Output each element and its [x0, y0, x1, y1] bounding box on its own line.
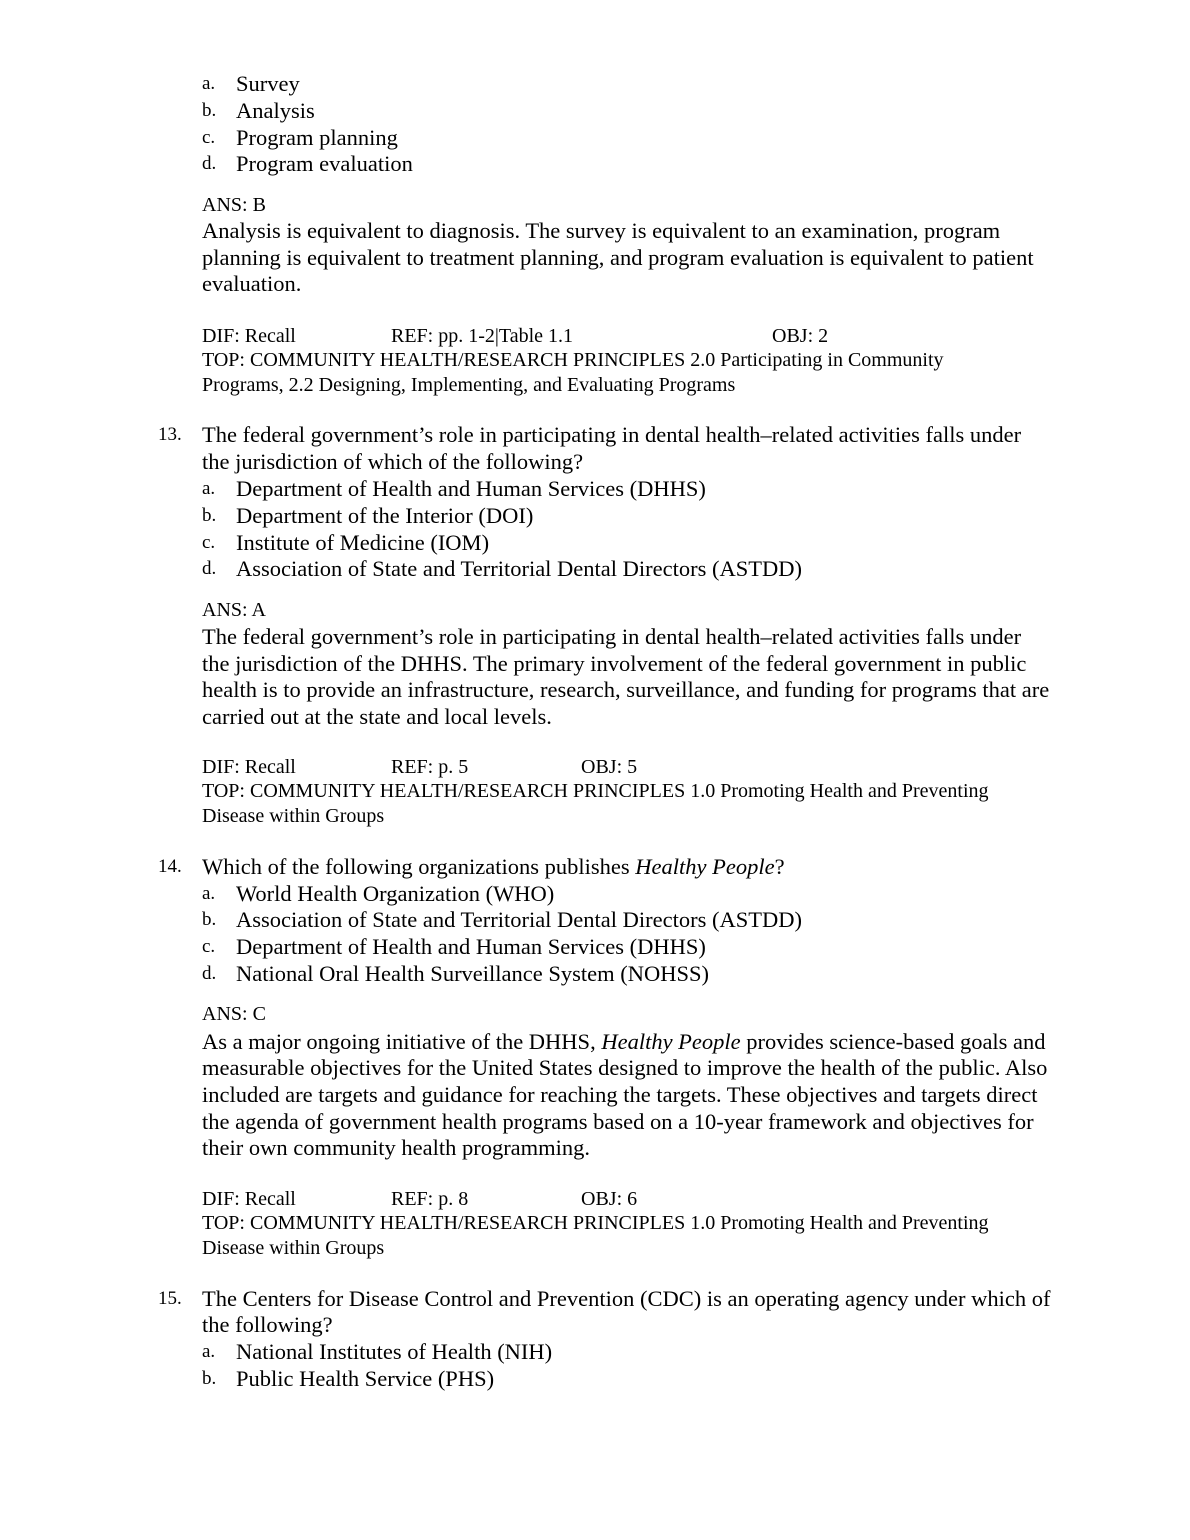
option-letter: a.	[202, 883, 216, 904]
reference: REF: pp. 1-2|Table 1.1	[391, 325, 574, 347]
option-text: Association of State and Territorial Dental Directors (ASTDD)	[236, 556, 802, 581]
answer-key: ANS: B	[202, 194, 266, 216]
topic-line: TOP: COMMUNITY HEALTH/RESEARCH PRINCIPLES 2.0 Participating in Community	[202, 349, 944, 371]
option-text: Institute of Medicine (IOM)	[236, 530, 490, 555]
topic-line: TOP: COMMUNITY HEALTH/RESEARCH PRINCIPLES 1.0 Promoting Health and Preventing	[202, 1212, 989, 1234]
option-letter: a.	[202, 1341, 216, 1362]
option-letter: d.	[202, 153, 217, 174]
difficulty: DIF: Recall	[202, 756, 296, 778]
reference: REF: p. 8	[391, 1188, 469, 1210]
rationale-line: health is to provide an infrastructure, research, surveillance, and funding for programs that are	[202, 677, 1050, 702]
option-text: Analysis	[236, 98, 315, 123]
question-stem: the jurisdiction of which of the following?	[202, 449, 584, 474]
rationale-line: planning is equivalent to treatment planning, and program evaluation is equivalent to patient	[202, 245, 1034, 270]
option-text: Department of the Interior (DOI)	[236, 503, 534, 528]
question-number: 14.	[158, 856, 182, 877]
objective: OBJ: 5	[581, 756, 638, 778]
option-text: Department of Health and Human Services (DHHS)	[236, 476, 706, 501]
option-letter: b.	[202, 1368, 217, 1389]
reference: REF: p. 5	[391, 756, 469, 778]
option-letter: a.	[202, 73, 216, 94]
option-letter: b.	[202, 100, 217, 121]
answer-key: ANS: A	[202, 599, 266, 621]
rationale-line: measurable objectives for the United States designed to improve the health of the public. Also	[202, 1055, 1048, 1080]
answer-key: ANS: C	[202, 1003, 266, 1025]
option-letter: c.	[202, 127, 216, 148]
option-text: Program evaluation	[236, 151, 413, 176]
option-text: Program planning	[236, 125, 398, 150]
difficulty: DIF: Recall	[202, 1188, 296, 1210]
rationale-line: Analysis is equivalent to diagnosis. The survey is equivalent to an examination, program	[202, 218, 1001, 243]
objective: OBJ: 2	[772, 325, 829, 347]
stem-italic-title: Healthy People	[635, 854, 775, 879]
question-stem	[202, 853, 785, 880]
option-letter: c.	[202, 532, 216, 553]
question-stem: The Centers for Disease Control and Prevention (CDC) is an operating agency under which of	[202, 1286, 1051, 1311]
option-letter: b.	[202, 909, 217, 930]
question-number: 15.	[158, 1288, 182, 1309]
rationale-text: As a major ongoing initiative of the DHHS,	[202, 1029, 602, 1054]
option-text: World Health Organization (WHO)	[236, 881, 555, 906]
option-letter: c.	[202, 936, 216, 957]
difficulty: DIF: Recall	[202, 325, 296, 347]
option-text: National Oral Health Surveillance System (NOHSS)	[236, 961, 710, 986]
rationale-italic-title: Healthy People	[601, 1029, 741, 1054]
rationale-line: the agenda of government health programs based on a 10-year framework and objectives for	[202, 1109, 1034, 1134]
option-letter: a.	[202, 478, 216, 499]
option-letter: d.	[202, 558, 217, 579]
stem-text: Which of the following organizations publishes	[202, 854, 636, 879]
rationale-line: carried out at the state and local levels.	[202, 704, 552, 729]
topic-line: Programs, 2.2 Designing, Implementing, and Evaluating Programs	[202, 374, 736, 396]
option-letter: d.	[202, 963, 217, 984]
rationale-line: evaluation.	[202, 271, 302, 296]
rationale-line: The federal government’s role in participating in dental health–related activities falls under	[202, 624, 1022, 649]
option-letter: b.	[202, 505, 217, 526]
question-stem: the following?	[202, 1312, 333, 1337]
rationale-text-end: provides science-based goals and	[740, 1029, 1046, 1054]
option-text: National Institutes of Health (NIH)	[236, 1339, 553, 1364]
topic-line: Disease within Groups	[202, 1237, 385, 1259]
option-text: Department of Health and Human Services (DHHS)	[236, 934, 706, 959]
question-stem: The federal government’s role in participating in dental health–related activities falls under	[202, 422, 1022, 447]
question-number: 13.	[158, 424, 182, 445]
option-text: Survey	[236, 71, 300, 96]
rationale-line: included are targets and guidance for reaching the targets. These objectives and targets direct	[202, 1082, 1038, 1107]
rationale-line: their own community health programming.	[202, 1135, 591, 1160]
stem-text-end: ?	[774, 854, 785, 879]
rationale-line	[202, 1028, 1046, 1055]
option-text: Association of State and Territorial Dental Directors (ASTDD)	[236, 907, 802, 932]
topic-line: TOP: COMMUNITY HEALTH/RESEARCH PRINCIPLES 1.0 Promoting Health and Preventing	[202, 780, 989, 802]
topic-line: Disease within Groups	[202, 805, 385, 827]
rationale-line: the jurisdiction of the DHHS. The primary involvement of the federal government in public	[202, 651, 1027, 676]
objective: OBJ: 6	[581, 1188, 638, 1210]
option-text: Public Health Service (PHS)	[236, 1366, 495, 1391]
